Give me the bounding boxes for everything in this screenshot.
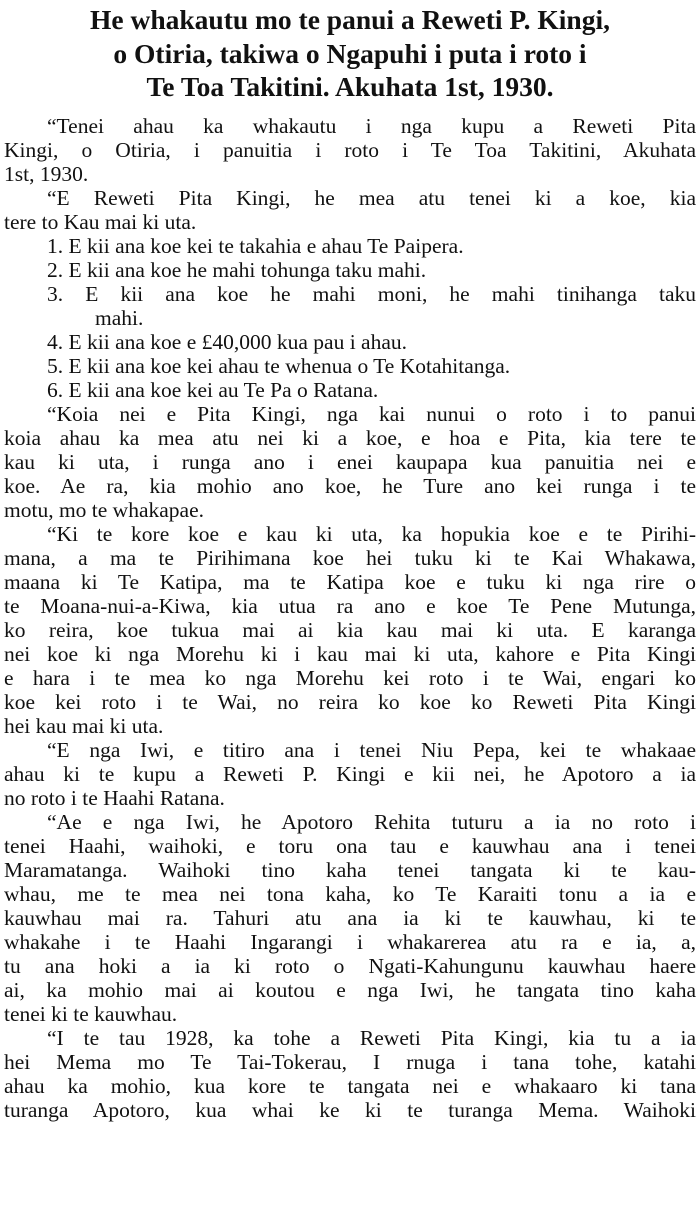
body-line: kauwhau mai ra. Tahuri atu ana ia ki te kauwhau, ki te	[4, 906, 696, 930]
body-line: “Ae e nga Iwi, he Apotoro Rehita tuturu a ia no roto i	[47, 810, 696, 834]
body-line: nei koe ki nga Morehu ki i kau mai ki uta, kahore e Pita Kingi	[4, 642, 696, 666]
body-line: Maramatanga. Waihoki tino kaha tenei tangata ki te kau-	[4, 858, 696, 882]
body-line: te Moana-nui-a-Kiwa, kia utua ra ano e koe Te Pene Mutunga,	[4, 594, 696, 618]
body-line: koe kei roto i te Wai, no reira ko koe ko Reweti Pita Kingi	[4, 690, 696, 714]
body-line: hei kau mai ki uta.	[4, 714, 164, 738]
body-line: tenei ki te kauwhau.	[4, 1002, 178, 1026]
body-line: ahau ka mohio, kua kore te tangata nei e whakaaro ki tana	[4, 1074, 696, 1098]
list-item: 3. E kii ana koe he mahi moni, he mahi tinihanga taku	[47, 282, 696, 306]
body-line: hei Mema mo Te Tai-Tokerau, I rnuga i tana tohe, katahi	[4, 1050, 696, 1074]
article-heading-line-2: o Otiria, takiwa o Ngapuhi i puta i roto i	[113, 38, 587, 69]
body-line: “Koia nei e Pita Kingi, nga kai nunui o roto i to panui	[47, 402, 696, 426]
body-line: turanga Apotoro, kua whai ke ki te turanga Mema. Waihoki	[4, 1098, 696, 1122]
body-line: koia ahau ka mea atu nei ki a koe, e hoa e Pita, kia tere te	[4, 426, 696, 450]
list-item: 6. E kii ana koe kei au Te Pa o Ratana.	[47, 378, 379, 402]
body-line: tenei Haahi, waihoki, e toru ona tau e kauwhau ana i tenei	[4, 834, 696, 858]
body-line: tere to Kau mai ki uta.	[4, 210, 197, 234]
list-item: 1. E kii ana koe kei te takahia e ahau Te Paipera.	[47, 234, 464, 258]
body-line: mana, a ma te Pirihimana koe hei tuku ki te Kai Whakawa,	[4, 546, 696, 570]
body-line: maana ki Te Katipa, ma te Katipa koe e tuku ki nga rire o	[4, 570, 696, 594]
body-line: Kingi, o Otiria, i panuitia i roto i Te Toa Takitini, Akuhata	[4, 138, 696, 162]
body-line: ko reira, koe tukua mai ai kia kau mai ki uta. E karanga	[4, 618, 696, 642]
body-line: no roto i te Haahi Ratana.	[4, 786, 225, 810]
body-line: whakahe i te Haahi Ingarangi i whakarerea atu ra e ia, a,	[4, 930, 696, 954]
body-line: “I te tau 1928, ka tohe a Reweti Pita Kingi, kia tu a ia	[47, 1026, 696, 1050]
list-item: 2. E kii ana koe he mahi tohunga taku mahi.	[47, 258, 427, 282]
article-heading-line-1: He whakautu mo te panui a Reweti P. Kingi,	[89, 4, 610, 35]
body-line: tu ana hoki a ia ki roto o Ngati-Kahungunu kauwhau haere	[4, 954, 696, 978]
body-line: ai, ka mohio mai ai koutou e nga Iwi, he tangata tino kaha	[4, 978, 696, 1002]
list-item-continuation: mahi.	[95, 306, 144, 330]
body-line: ahau ki te kupu a Reweti P. Kingi e kii nei, he Apotoro a ia	[4, 762, 696, 786]
body-line: kau ki uta, i runga ano i enei kaupapa kua panuitia nei e	[4, 450, 696, 474]
body-line: “Ki te kore koe e kau ki uta, ka hopukia koe e te Pirihi-	[47, 522, 696, 546]
body-line: koe. Ae ra, kia mohio ano koe, he Ture ano kei runga i te	[4, 474, 696, 498]
body-line: “E nga Iwi, e titiro ana i tenei Niu Pepa, kei te whakaae	[47, 738, 696, 762]
body-line: “Tenei ahau ka whakautu i nga kupu a Reweti Pita	[47, 114, 696, 138]
body-line: motu, mo te whakapae.	[4, 498, 205, 522]
list-item: 5. E kii ana koe kei ahau te whenua o Te Kotahitanga.	[47, 354, 511, 378]
body-line: “E Reweti Pita Kingi, he mea atu tenei ki a koe, kia	[47, 186, 696, 210]
article-heading-line-3: Te Toa Takitini. Akuhata 1st, 1930.	[146, 71, 554, 102]
list-item: 4. E kii ana koe e £40,000 kua pau i ahau.	[47, 330, 408, 354]
body-line: 1st, 1930.	[4, 162, 89, 186]
body-line: whau, me te mea nei tona kaha, ko Te Karaiti tonu a ia e	[4, 882, 696, 906]
body-line: e hara i te mea ko nga Morehu kei roto i te Wai, engari ko	[4, 666, 696, 690]
